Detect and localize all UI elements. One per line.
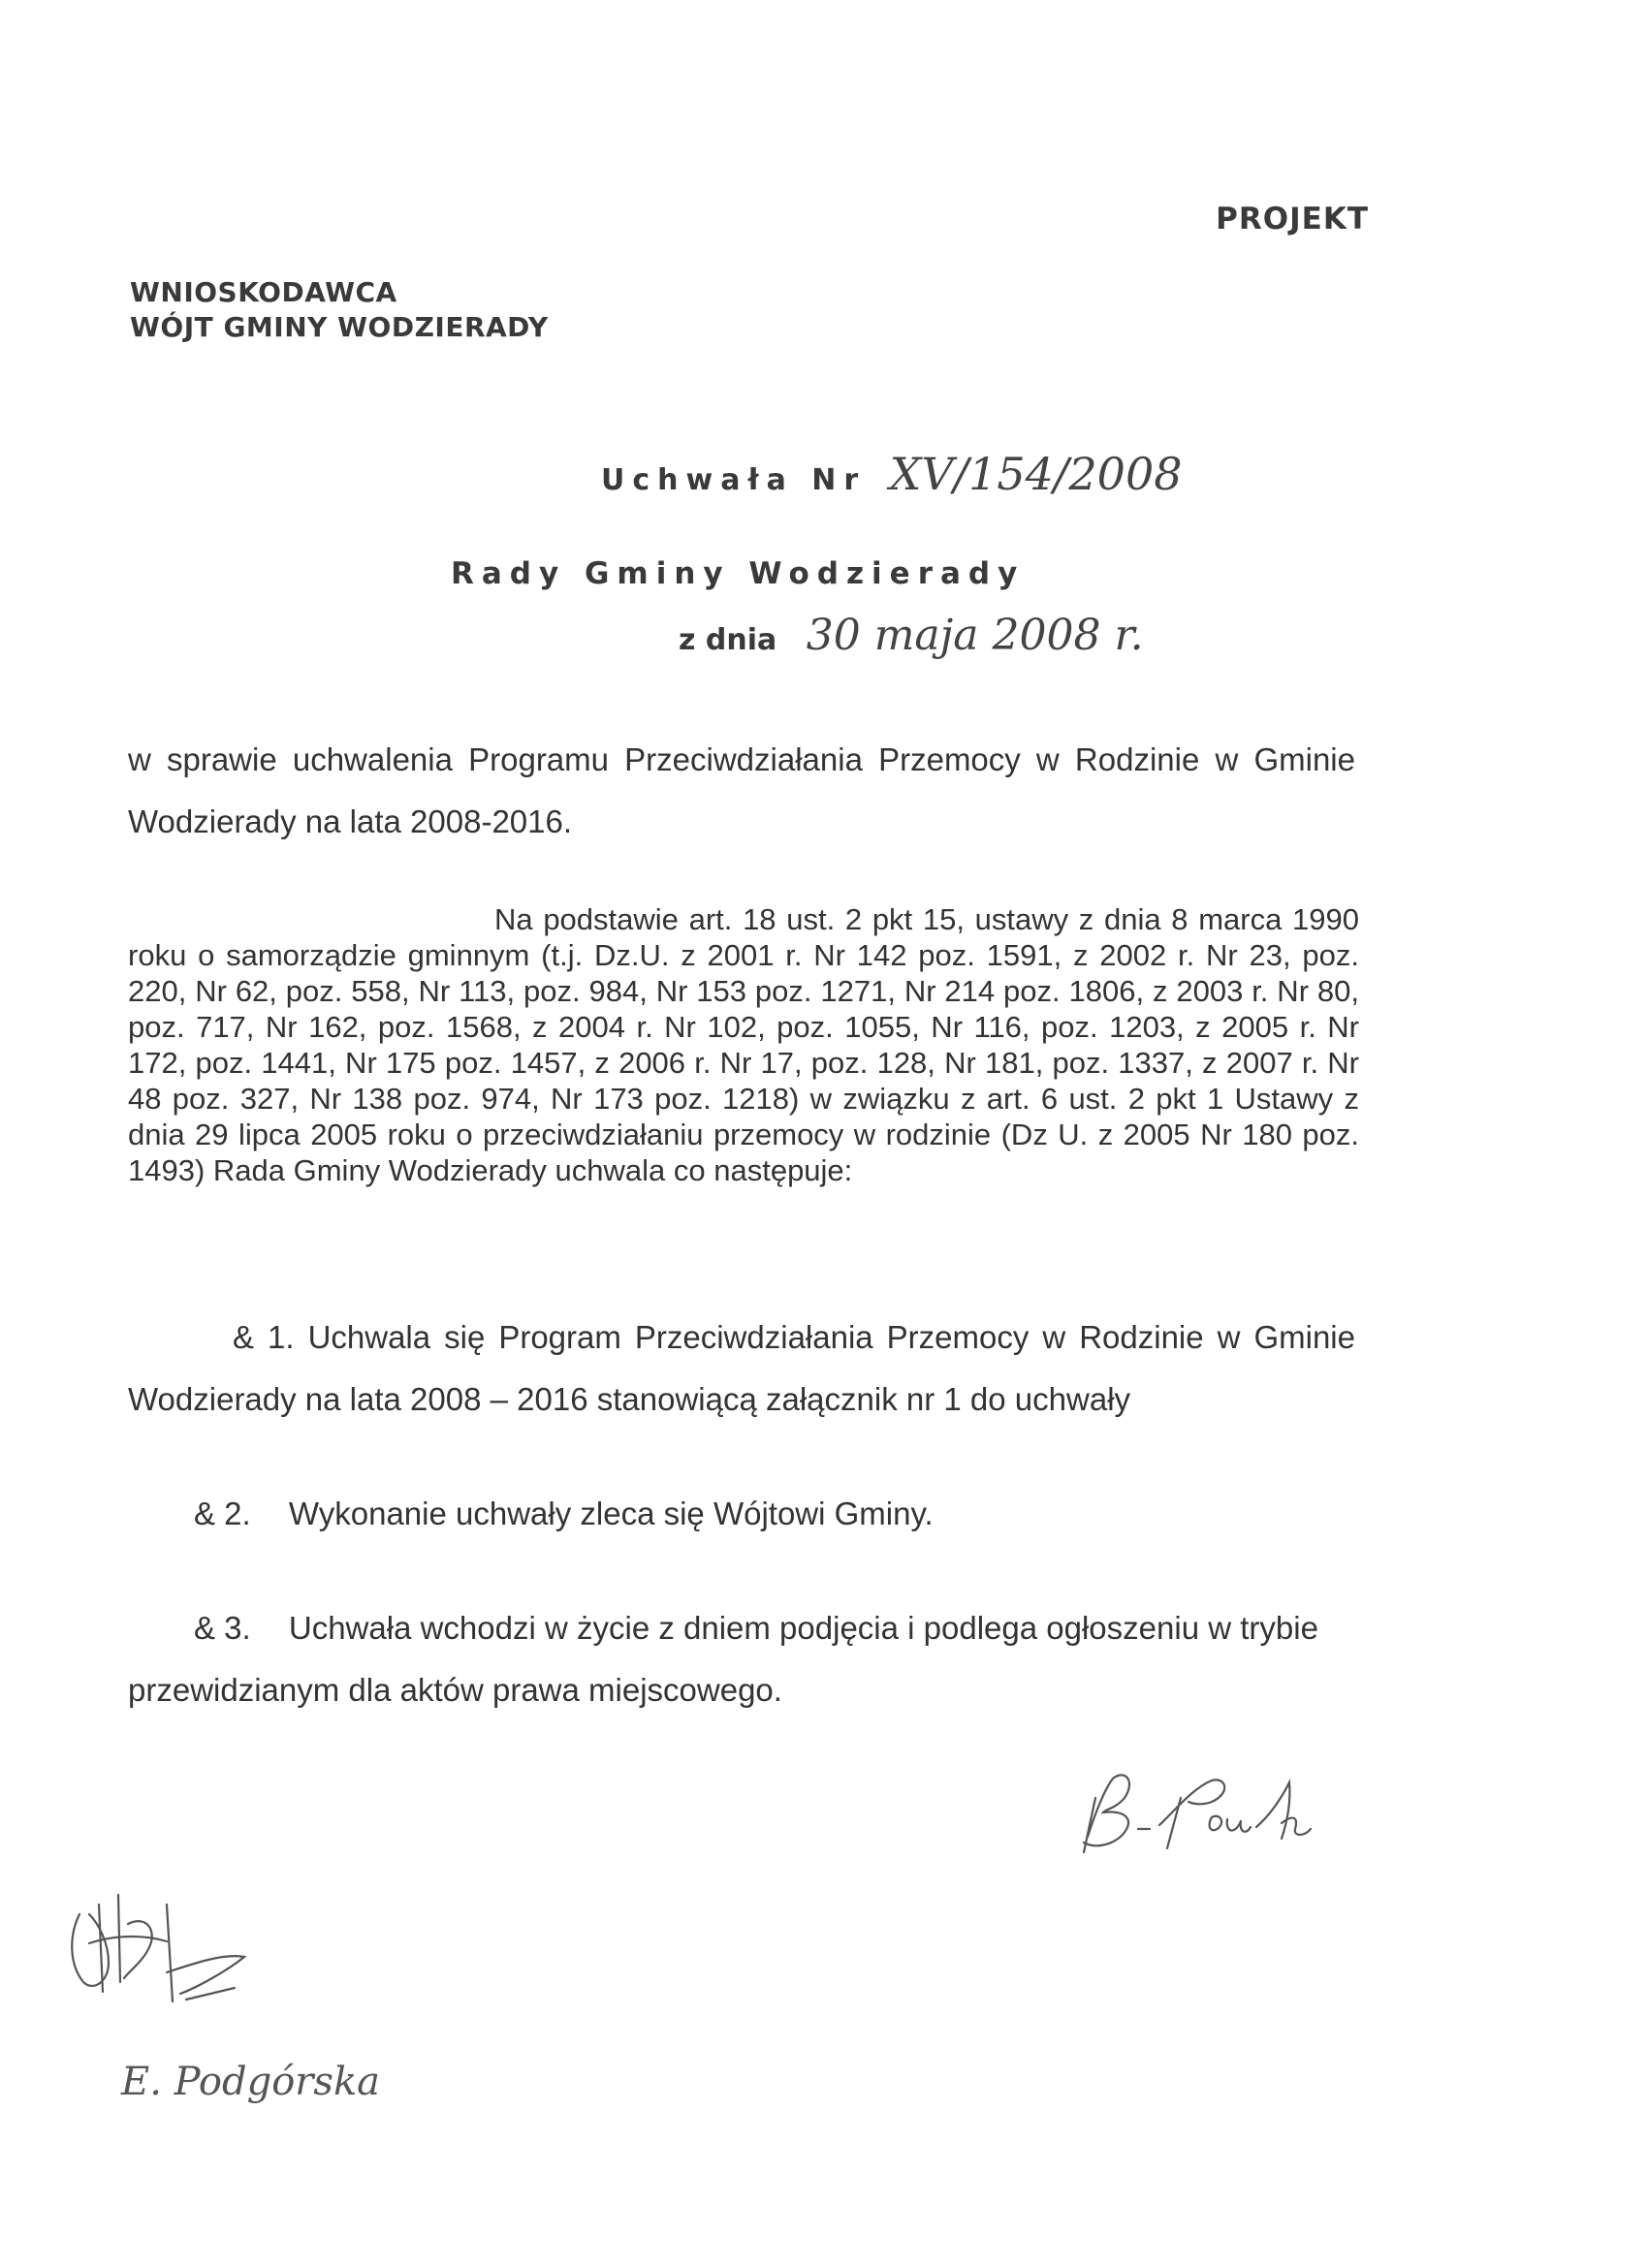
legal-basis: Na podstawie art. 18 ust. 2 pkt 15, ustawy z dnia 8 marca 1990 roku o samorządzie gminnym (t.j. Dz.U. z 2001 r. Nr 142 poz. 1591, z 2002 r. Nr 23, poz. 220, Nr 62, poz. 558, Nr 113, poz. 984, Nr 153 poz. 1271, Nr 214 poz. 1806, z 2003 r. Nr 80, poz. 717, Nr 162, poz. 1568, z 2004 r. Nr 102, poz. 1055, Nr 116, poz. 1203, z 2005 r. Nr 172, poz. 1441, Nr 175 poz. 1457, z 2006 r. Nr 17, poz. 128, Nr 181, poz. 1337, z 2007 r. Nr 48 poz. 327, Nr 138 poz. 974, Nr 173 poz. 1218) w związku z art. 6 ust. 2 pkt 1 Ustawy z dnia 29 lipca 2005 roku o przeciwdziałaniu przemocy w rodzinie (Dz U. z 2005 Nr 180 poz. 1493) Rada Gminy Wodzierady uchwala co następuje: bbox=[128, 902, 1359, 1187]
section-2-mark: & 2. bbox=[194, 1496, 251, 1531]
section-2 bbox=[194, 1483, 1357, 1545]
section-3-text: Uchwała wchodzi w życie z dniem podjęcia i podlega ogłoszeniu w trybie przewidzianym dla aktów prawa miejscowego. bbox=[128, 1610, 1318, 1708]
section-1-text: Uchwala się Program Przeciwdziałania Przemocy w Rodzinie w Gminie Wodzierady na lata 2008 – 2016 stanowiącą załącznik nr 1 do uchwały bbox=[128, 1319, 1355, 1417]
date-label: z dnia bbox=[679, 623, 777, 657]
resolution-number-handwritten: XV/154/2008 bbox=[889, 448, 1183, 500]
resolution-title bbox=[601, 448, 1182, 500]
left-signature-name: E. Podgórska bbox=[121, 2060, 381, 2104]
section-1-mark: & 1. bbox=[233, 1319, 295, 1355]
applicant-line-2: WÓJT GMINY WODZIERADY bbox=[130, 311, 549, 343]
signature-right bbox=[1066, 1759, 1357, 1866]
section-1 bbox=[128, 1307, 1355, 1431]
resolution-date bbox=[679, 611, 1144, 660]
signature-left bbox=[60, 1885, 283, 2040]
section-3 bbox=[128, 1597, 1355, 1721]
projekt-label: PROJEKT bbox=[1216, 202, 1369, 236]
applicant-block bbox=[130, 275, 549, 345]
resolution-subject: w sprawie uchwalenia Programu Przeciwdziałania Przemocy w Rodzinie w Gminie Wodzierady na lata 2008-2016. bbox=[128, 741, 1355, 839]
council-name: Rady Gminy Wodzierady bbox=[451, 556, 1026, 591]
resolution-label: Uchwała Nr bbox=[601, 463, 867, 497]
applicant-line-1: WNIOSKODAWCA bbox=[130, 276, 397, 308]
date-handwritten: 30 maja 2008 r. bbox=[806, 611, 1144, 660]
section-2-text: Wykonanie uchwały zleca się Wójtowi Gminy. bbox=[288, 1496, 934, 1531]
section-3-mark: & 3. bbox=[194, 1610, 251, 1646]
